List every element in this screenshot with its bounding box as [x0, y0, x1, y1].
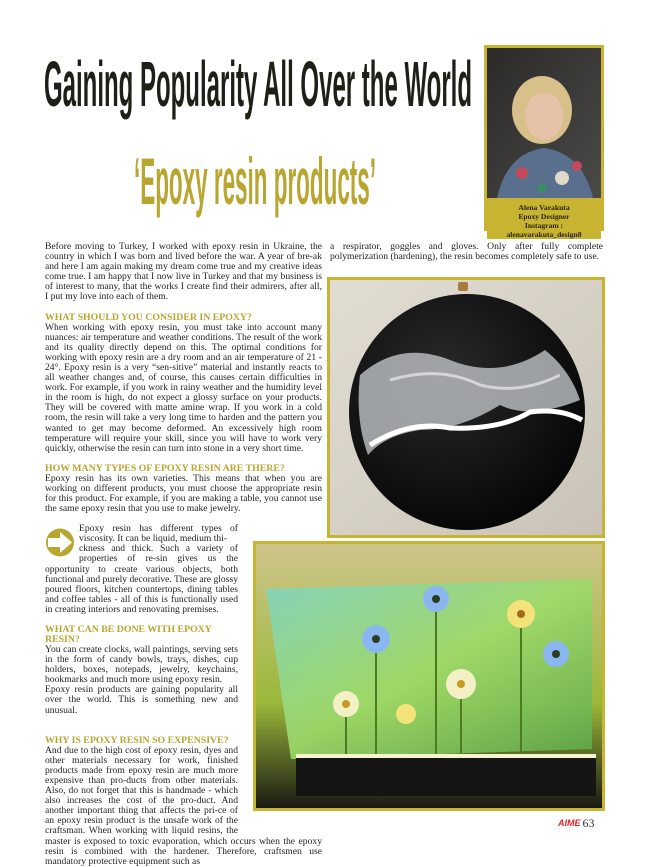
arrow-right-icon	[45, 528, 75, 557]
page-number: 63	[582, 815, 595, 830]
author-instagram: Instagram : alenavarakuta_design8	[506, 221, 582, 239]
section-heading: WHAT SHOULD YOU CONSIDER IN EPOXY?	[45, 311, 252, 323]
author-caption	[487, 203, 601, 239]
magazine-logo: AIME	[558, 818, 581, 828]
epoxy-clock-photo	[330, 280, 602, 535]
section-paragraph: a respirator, goggles and gloves. Only after fully complete polymerization (hardening), the resin becomes completely safe to use.	[330, 241, 603, 263]
section-paragraph: And due to the high cost of epoxy resin, dyes and other materials necessary for work, finished products made from epoxy resin are much more expensive than pro-ducts from other materials. Also, do not forget that this is handmade - which also increases the cost of the pro-duct. And another important thing that affects the pri-ce of an epoxy resin product is the unsafe work of the craftsman. When working with liquid resins, the master is exposed to toxic evaporation, which occurs when the epoxy resin is combined with the hardener. Therefore, craftsmen use mandatory protective equipment such as	[45, 744, 322, 867]
author-role: Epoxy Designer	[518, 212, 570, 221]
intro-text: Before moving to Turkey, I worked with epoxy resin in Ukraine, the country in which I was born and lived before the war. A year of bre-ak and here I am again making my dream come true and my creative ideas come true. I am happy that I now live in Turkey and that my business is of interest to many, that the works I create find their admirers, after all, I put my love into each of them.	[45, 241, 322, 303]
section-heading: WHY IS EPOXY RESIN SO EXPENSIVE?	[45, 734, 229, 746]
section-paragraph: You can create clocks, wall paintings, serving sets in the form of candy bowls, trays, dishes, cup holders, boxes, notepads, jewelry, keychains, bookmarks and much more using epoxy resin.	[45, 644, 238, 686]
page-subtitle	[134, 140, 380, 222]
section-heading: HOW MANY TYPES OF EPOXY RESIN ARE THERE?	[45, 462, 285, 474]
section-heading: WHAT CAN BE DONE WITH EPOXY RESIN?	[45, 624, 212, 645]
page-footer	[558, 815, 595, 831]
section-paragraph: Epoxy resin has different types of viscosity. It can be liquid, medium thi-	[79, 523, 238, 545]
author-portrait-box	[484, 45, 604, 239]
page-subtitle-text: ‘Epoxy resin products’	[134, 144, 376, 218]
page-title	[44, 44, 476, 120]
section-paragraph: ckness and thick. Such a variety of properties of re-sin gives us the opportunity to create various objects, both functional and purely decorative. These are glossy poured floors, kitchen countertops, dining tables and coffee tables - all of this is functionally used in creating interiors and renovating premises.	[45, 543, 238, 615]
section-paragraph: Epoxy resin products are gaining popularity all over the world. This is something new and unusual.	[45, 684, 238, 716]
author-name: Alena Varakuta	[518, 203, 570, 212]
author-photo	[487, 48, 601, 198]
section-paragraph: Epoxy resin has its own varieties. This means that when you are working on different products, you must choose the appropriate resin for this product. For example, if you are making a table, you cannot use the same epoxy resin that you use to make jewelry.	[45, 472, 322, 515]
section-paragraph: When working with epoxy resin, you must take into account many nuances: air temperature and weather conditions. The result of the work and its quality directly depend on this. The optimal conditions for working with epoxy resin are a dry room and an air temperature of 21 - 24°. Epoxy resin is a very “sen-sitive” material and instantly reacts to all weather changes and, of course, this causes certain difficulties in work. For example, if you work in rainy weather and the humidity level in the room is high, do not expect a glossy surface on your products. They will be covered with matte amine wrap. If you work in a cold room, the resin will take a very long time to harden and the pattern you wanted to get may become deformed. An excessively high room temperature will require your skill, since you will have to work very quickly, otherwise the resin can turn into stone in a very short time.	[45, 321, 322, 454]
page-title-text: Gaining Popularity All Over the World	[44, 48, 472, 120]
epoxy-clock-image	[327, 277, 605, 538]
epoxy-lamp-photo	[256, 544, 602, 808]
intro-paragraph	[45, 242, 322, 303]
epoxy-lamp-image	[253, 541, 605, 811]
